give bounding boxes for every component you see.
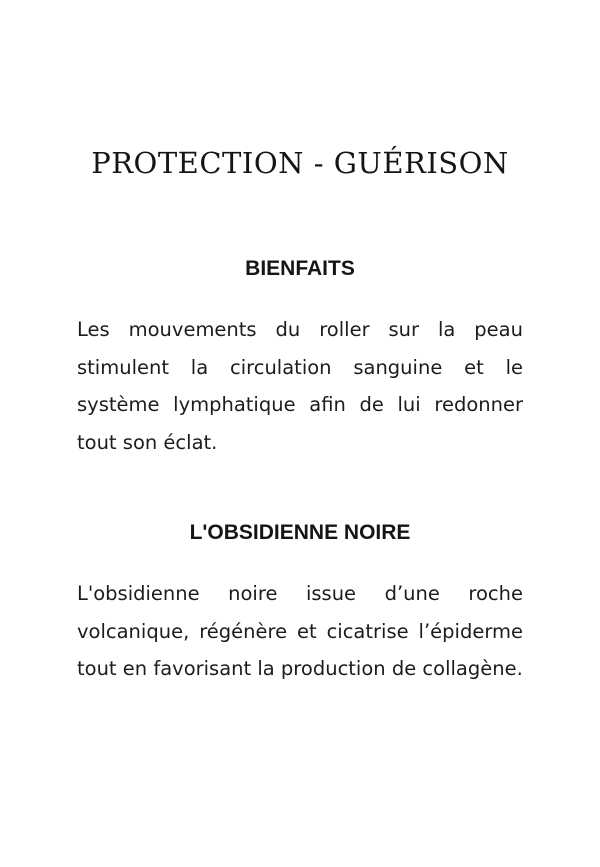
page-title: PROTECTION - GUÉRISON [91,146,509,180]
section-body: Les mouvements du roller sur la peau stimulent la circulation sanguine et le système lymphatique afin de lui redonner tout son éclat. [77,318,523,454]
section-heading: L'OBSIDIENNE NOIRE [189,521,411,544]
section-bienfaits [77,254,523,461]
section-obsidienne [77,518,523,688]
section-body: L'obsidienne noire issue d’une roche volcanique, régénère et cicatrise l’épiderme tout en favorisant la production de collagène. [77,582,523,680]
section-heading: BIENFAITS [245,257,355,280]
